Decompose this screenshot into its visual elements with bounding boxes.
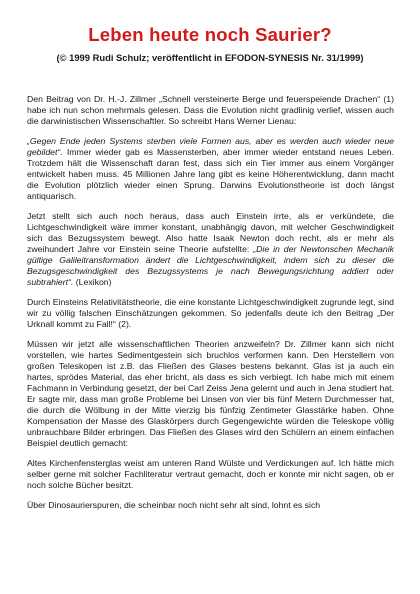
paragraph-3-text: Jetzt stellt sich auch noch heraus, dass auch Einstein irrte, als er verkündete, die Lichtgeschwindigkeit wäre immer konstant, unabhängig davon, mit welcher Geschwindigkeit sich das Bezugssystem bewegt. Also hatte Isaak Newton doch recht, als er mehr als zweihundert Jahre vor Einstein seine Theorie aufstellte: (27, 211, 394, 254)
paragraph-2-text: Immer wieder gab es Massensterben, aber immer wieder entstand neues Leben. Trotzdem hält die Wissenschaft daran fest, dass sich ein Tier immer aus einem Vorgänger entwickelt haben muss. 45 Millionen Jahre lang gibt es keine Höherentwicklung, dann macht die Evolution plötzlich wieder einen Sprung. Darwins Evolutionstheorie ist doch längst antiquarisch. (27, 147, 394, 201)
paragraph-2 (27, 136, 394, 202)
page-title: Leben heute noch Saurier? (88, 24, 332, 45)
paragraph-3 (27, 211, 394, 288)
newton-quote: „Die in der Newtonschen Mechanik gültige Galileitransformation ändert die Lichtgeschwindigkeit, indem sich zu dieser die Bezugsgeschwindigkeit des Bezugssystems je nach Bewegungsrichtung addiert oder subtrahiert“. (27, 244, 394, 287)
paragraph-5: Müssen wir jetzt alle wissenschaftlichen Theorien anzweifeln? Dr. Zillmer kann sich nicht vorstellen, wie hartes Sedimentgestein sich bruchlos verformen kann. Den Herstellern von großen Teleskopen ist z.B. das Fließen des Glases bestens bekannt. Glas ist ja auch ein hartes, sprödes Material, das eher bricht, als dass es sich verbiegt. Ich habe mich mit einem Fachmann in Verbindung gesetzt, der bei Carl Zeiss Jena gelernt und auch in Jena studiert hat. Er sagte mir, dass man große Probleme bei Linsen von vier bis fünf Metern Durchmesser hat, die durch die Wölbung in der Mitte vierzig bis fünfzig Zentimeter Glasstärke haben. Ohne Kompensation der Masse des Glaskörpers durch Gegengewichte würden die Teleskope völlig unbrauchbare Bilder erbringen. Das Fließen des Glases wird den Schülern an einem einfachen Beispiel deutlich gemacht: (27, 339, 394, 448)
paragraph-6: Altes Kirchenfensterglas weist am unteren Rand Wülste und Verdickungen auf. Ich hätte mich selber gerne mit solcher Fachliteratur vertraut gemacht, doch er konnte mir nicht sagen, ob er noch solche Bücher besitzt. (27, 458, 394, 490)
paragraph-4: Durch Einsteins Relativitätstheorie, die eine konstante Lichtgeschwindigkeit zugrunde legt, sind wir zu völlig falschen Einschätzungen gekommen. So jedenfalls deute ich den Beitrag „Der Urknall kommt zu Fall!“ (2). (27, 297, 394, 329)
paragraph-3-source: (Lexikon) (73, 277, 112, 287)
paragraph-1: Den Beitrag von Dr. H.-J. Zillmer „Schnell versteinerte Berge und feuerspeiende Drachen“ (1) habe ich nun schon mehrmals gelesen. Dass die Evolution nicht gradlinig verlief, wissen auch die darwinistischen Wissenschaftler. So schreibt Hans Werner Lienau: (27, 94, 394, 126)
lienau-quote: „Gegen Ende jeden Systems sterben viele Formen aus, aber es werden auch wieder neue gebildet“. (27, 136, 394, 157)
copyright-subtitle: (© 1999 Rudi Schulz; veröffentlicht in EFODON-SYNESIS Nr. 31/1999) (56, 52, 364, 63)
paragraph-7: Über Dinosaurierspuren, die scheinbar noch nicht sehr alt sind, lohnt es sich (27, 500, 321, 510)
article-body (27, 94, 394, 520)
